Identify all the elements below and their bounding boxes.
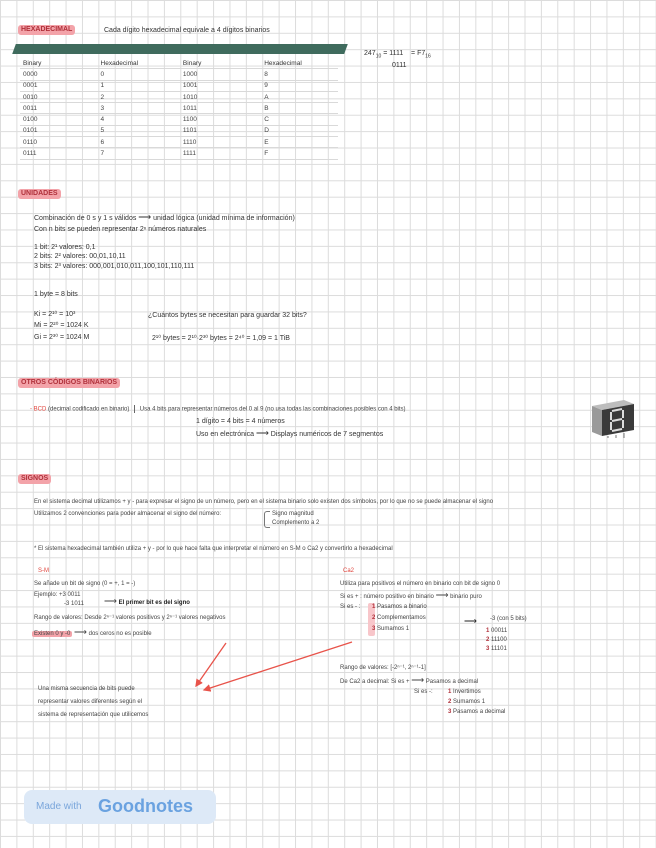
table-cell: 5: [98, 125, 180, 136]
units-line1: Combinación de 0 s y 1 s válidos ⟶ unidad lógica (unidad mínima de información): [34, 212, 295, 222]
table-cell: 4: [98, 114, 180, 125]
table-cell: 1101: [180, 125, 261, 136]
bcd-line: - BCD (decimal codificado en binario) Usa 4 bits para representar números del 0 al 9 (no usa todas las combinaciones posibles con 4 bits): [30, 406, 406, 413]
signs-para2: Utilizamos 2 convenciones para poder almacenar el signo del número:: [34, 511, 222, 517]
units-ki: Ki = 2¹⁰ = 10³: [34, 311, 76, 318]
callout-line2: representar valores diferentes según el: [38, 699, 143, 705]
units-line4: 2 bits: 2² valores: 00,01,10,11: [34, 253, 126, 260]
table-cell: 0101: [20, 125, 98, 136]
table-cell: E: [261, 137, 338, 148]
hex-col-header: Hexadecimal: [98, 58, 180, 69]
ca2-neg1: 1 Invertimos: [448, 689, 481, 695]
hex-intro: Cada dígito hexadecimal equivale a 4 dígitos binarios: [104, 27, 270, 34]
bcd-digit-line: 1 dígito = 4 bits = 4 números: [196, 418, 285, 425]
hex-example: $247_{10} = 1111$ = $F7_{16}$: [364, 50, 431, 60]
other-section-tag: OTROS CÓDIGOS BINARIOS: [18, 378, 120, 388]
hex-example-line2: 0111: [392, 62, 407, 69]
units-line3: 1 bit: 2¹ valores: 0,1: [34, 244, 96, 251]
ca2-line3: Si es - :: [340, 604, 361, 610]
table-cell: 1011: [180, 103, 261, 114]
units-mi: Mi = 2²⁰ = 1024 K: [34, 322, 89, 329]
callout-line1: Una misma secuencia de bits puede: [38, 686, 135, 692]
table-cell: 0110: [20, 137, 98, 148]
table-cell: A: [261, 91, 338, 102]
sm-line2b: -3 1011: [64, 601, 84, 607]
signs-opt2: Complemento a 2: [272, 520, 320, 526]
sm-line2a: Ejemplo: +3 0011: [34, 592, 81, 598]
table-cell: 1010: [180, 91, 261, 102]
ca2-example-title: -3 (con 5 bits): [490, 616, 527, 622]
table-cell: C: [261, 114, 338, 125]
table-cell: 0: [98, 69, 180, 80]
ca2-step1: 1 Pasamos a binario: [372, 604, 427, 610]
units-note1: ¿Cuántos bytes se necesitan para guardar 32 bits?: [148, 312, 307, 319]
table-cell: 0011: [20, 103, 98, 114]
signs-note: * El sistema hexadecimal también utiliza + y - por lo que hace falta que interpretar el número en S-M o Ca2 y convertirlo a hexadecimal: [34, 546, 393, 552]
ca2-line2: Si es + : número positivo en binario ⟶ binario puro: [340, 590, 482, 600]
sm-line4: Existen 0 y -0 ⟶ dos ceros no es posible: [34, 627, 152, 637]
sm-title: S-M: [38, 568, 49, 574]
table-cell: 3: [98, 103, 180, 114]
ca2-ex1: 1 00011: [486, 628, 508, 634]
goodnotes-logo: Goodnotes: [98, 796, 193, 816]
signs-para1: En el sistema decimal utilizamos + y - para expresar el signo de un número, pero en el sistema binario solo existen dos símbolos, por lo que no se puede almacenar el signo: [34, 499, 494, 505]
ca2-line1: Utiliza para positivos el número en binario con bit de signo 0: [340, 581, 501, 587]
ca2-range: Rango de valores: [-2ⁿ⁻¹, 2ⁿ⁻¹-1]: [340, 665, 426, 671]
table-cell: 0111: [20, 148, 98, 159]
hex-col-header: Hexadecimal: [261, 58, 338, 69]
ca2-ex3: 3 11101: [486, 646, 507, 652]
units-line6: 1 byte = 8 bits: [34, 291, 78, 298]
units-section-tag: UNIDADES: [18, 189, 61, 199]
units-line5: 3 bits: 2³ valores: 000,001,010,011,100,101,110,111: [34, 263, 195, 270]
table-cell: 2: [98, 91, 180, 102]
table-cell: 1: [98, 80, 180, 91]
signs-section-tag: SIGNOS: [18, 474, 51, 484]
sm-line3: Rango de valores: Desde 2ⁿ⁻¹ valores positivos y 2ⁿ⁻¹ valores negativos: [34, 615, 226, 621]
ca2-todec: De Ca2 a decimal: Si es + ⟶ Pasamos a decimal: [340, 675, 479, 685]
sm-line1: Se añade un bit de signo (0 = +, 1 = -): [34, 581, 136, 587]
ca2-step3: 3 Sumamos 1: [372, 626, 410, 632]
sm-line2c: ⟶ El primer bit es del signo: [104, 596, 190, 606]
goodnotes-badge[interactable]: [24, 790, 216, 824]
table-cell: 0000: [20, 69, 98, 80]
units-gi: Gi = 2³⁰ = 1024 M: [34, 334, 90, 341]
table-cell: 1111: [180, 148, 261, 159]
table-cell: 7: [98, 148, 180, 159]
table-cell: 1000: [180, 69, 261, 80]
table-cell: B: [261, 103, 338, 114]
hex-col-header: Binary: [180, 58, 261, 69]
ca2-step2: 2 Complementamos: [372, 615, 426, 621]
units-note2: 2¹⁰ bytes = 2¹⁰·2³⁰ bytes = 2⁴⁰ = 1,09 = 1 TiB: [152, 335, 290, 342]
signs-opt1: Signo magnitud: [272, 511, 314, 517]
badge-made-with: Made with: [36, 801, 82, 812]
hex-col-header: Binary: [20, 58, 98, 69]
table-cell: 1100: [180, 114, 261, 125]
table-cell: 8: [261, 69, 338, 80]
hex-section-tag: HEXADECIMAL: [18, 25, 75, 35]
ca2-example-arrow: ⟶: [464, 616, 477, 626]
table-cell: 1110: [180, 137, 261, 148]
ca2-neg2: 2 Sumamos 1: [448, 699, 486, 705]
table-cell: 6: [98, 137, 180, 148]
ca2-title: Ca2: [343, 568, 355, 574]
ca2-ex2: 2 11100: [486, 637, 507, 643]
table-cell: 1001: [180, 80, 261, 91]
ca2-neg: Si es -:: [414, 689, 433, 695]
table-cell: F: [261, 148, 338, 159]
callout-line3: sistema de representación que utilicemos: [38, 712, 149, 718]
table-cell: 0001: [20, 80, 98, 91]
table-cell: 0100: [20, 114, 98, 125]
bcd-use: Uso en electrónica ⟶ Displays numéricos de 7 segmentos: [196, 428, 384, 438]
units-line2: Con n bits se pueden representar 2ⁿ números naturales: [34, 226, 207, 233]
table-cell: 0010: [20, 91, 98, 102]
table-cell: 9: [261, 80, 338, 91]
table-cell: D: [261, 125, 338, 136]
ca2-neg3: 3 Pasamos a decimal: [448, 709, 506, 715]
